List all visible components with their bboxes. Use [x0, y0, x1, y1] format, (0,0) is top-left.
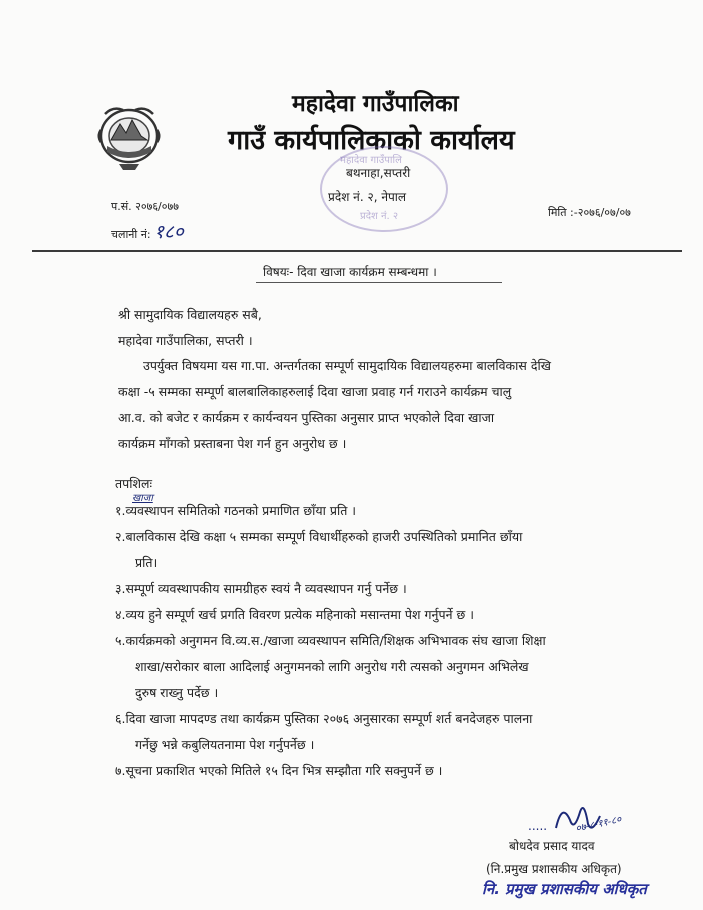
- detail-item-2: २.बालविकास देखि कक्षा ५ सम्मका सम्पूर्ण विधार्थीहरुको हाजरी उपस्थितिको प्रमानित छाँया: [115, 529, 523, 544]
- subject-line: विषयः- दिवा खाजा कार्यक्रम सम्बन्धमा ।: [263, 265, 437, 279]
- signature-date-handwritten: ०७-८-११-८०: [574, 814, 623, 835]
- svg-text:.....: .....: [528, 819, 548, 833]
- seal-text-top: महादेवा गाउँपालि: [340, 155, 402, 166]
- signatory-title: (नि.प्रमुख प्रशासकीय अधिकृत): [486, 862, 622, 876]
- body-line-3: आ.व. को बजेट र कार्यक्रम र कार्यन्वयन पुस्तिका अनुसार प्राप्त भएकोले दिवा खाजा: [118, 410, 495, 425]
- dispatch-label: चलानी नं:: [111, 228, 151, 241]
- detail-item-6: ६.दिवा खाजा मापदण्ड तथा कार्यक्रम पुस्तिका २०७६ अनुसारका सम्पूर्ण शर्त बनदेजहरु पालना: [115, 711, 533, 726]
- body-line-2: कक्षा -५ सम्मका सम्पूर्ण बालबालिकाहरुलाई दिवा खाजा प्रवाह गर्न गराउने कार्यक्रम चालु: [118, 384, 512, 399]
- office-province: प्रदेश नं. २, नेपाल: [328, 190, 407, 204]
- detail-item-4: ४.व्यय हुने सम्पूर्ण खर्च प्रगति विवरण प्रत्येक महिनाको मसान्तमा पेश गर्नुपर्ने छ ।: [115, 607, 474, 622]
- detail-item-3: ३.सम्पूर्ण व्यवस्थापकीय सामग्रीहरु स्वयं नै व्यवस्थापन गर्नु पर्नेछ ।: [115, 581, 407, 596]
- subject-underline: [256, 282, 502, 283]
- header-divider: [32, 250, 682, 252]
- detail-item-2-cont: प्रति।: [135, 555, 158, 570]
- detail-item-6-cont: गर्नेछु भन्ने कबुलियतनामा पेश गर्नुपर्नेछ ।: [135, 737, 315, 752]
- detail-item-5-cont-1: शाखा/सरोकार बाला आदिलाई अनुगमनको लागि अनुरोध गरी त्यसको अनुगमन अभिलेख: [135, 659, 529, 674]
- letter-date: मिति :-२०७६/०७/०७: [548, 206, 631, 219]
- office-address: बथनाहा,सप्तरी: [346, 166, 411, 180]
- seal-text-bottom: प्रदेश नं. २: [360, 211, 399, 222]
- signatory-stamp: नि. प्रमुख प्रशासकीय अधिकृत: [482, 880, 647, 898]
- addressee-line-2: महादेवा गाउँपालिका, सप्तरी ।: [118, 333, 253, 348]
- detail-item-1: १.व्यवस्थापन समितिको गठनको प्रमाणित छाँया प्रति ।: [115, 503, 357, 518]
- addressee-line-1: श्री सामुदायिक विद्यालयहरु सबै,: [118, 307, 262, 322]
- signatory-name: बोधदेव प्रसाद यादव: [509, 839, 595, 853]
- dispatch-number-handwritten: १८०: [154, 221, 184, 243]
- dispatch-number: [111, 218, 184, 244]
- details-heading: तपशिलः: [115, 476, 152, 491]
- detail-item-7: ७.सूचना प्रकाशित भएको मितिले १५ दिन भित्र सम्झौता गरि सक्नुपर्ने छ ।: [115, 763, 443, 778]
- body-line-4: कार्यक्रम माँगको प्रस्ताबना पेश गर्न हुन अनुरोध छ ।: [118, 436, 347, 451]
- detail-item-5-cont-2: दुरुष राख्नु पर्देछ ।: [135, 685, 219, 700]
- office-name: गाउँ कार्यपालिकाको कार्यालय: [228, 125, 515, 156]
- reference-number: प.सं. २०७६/०७७: [111, 200, 179, 213]
- org-name: महादेवा गाउँपालिका: [292, 91, 459, 117]
- detail-item-5: ५.कार्यक्रमको अनुगमन वि.व्य.स./खाजा व्यवस्थापन समिति/शिक्षक अभिभावक संघ खाजा शिक्षा: [115, 633, 546, 648]
- handwritten-note: खाजा: [132, 493, 153, 504]
- nepal-emblem-logo: [93, 100, 165, 176]
- body-line-1: उपर्युक्त विषयमा यस गा.पा. अन्तर्गतका सम्पूर्ण सामुदायिक विद्यालयहरुमा बालविकास देखि: [143, 358, 551, 373]
